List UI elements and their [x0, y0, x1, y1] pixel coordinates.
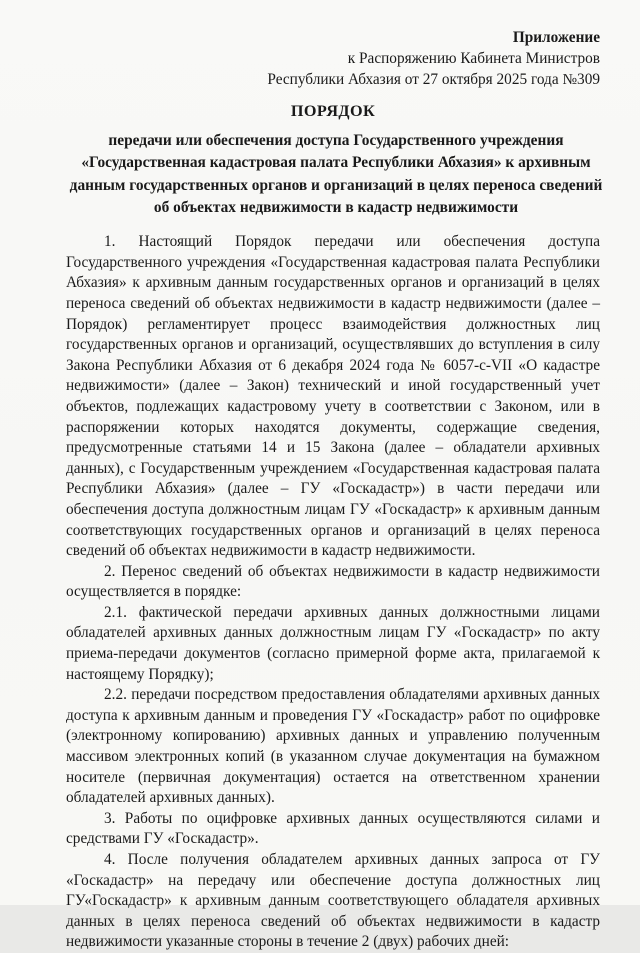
appendix-header — [66, 27, 600, 90]
paragraph-2-1: 2.1. фактической передачи архивных данных должностными лицами обладателей архивных данных должностным лицам ГУ «Госкадастр» по акту приема-передачи документов (согласно примерной форме акта, прилагаемой к настоящему Порядку); — [66, 603, 600, 683]
document-subtitle: передачи или обеспечения доступа Государственного учреждения «Государственная кадастровая палата Республики Абхазия» к архивным данным государственных органов и организаций в целях переноса сведений об объектах недвижимости в кадастр недвижимости — [69, 132, 603, 216]
document-title: ПОРЯДОК — [290, 102, 376, 120]
paragraph-2-2: 2.2. передачи посредством предоставления обладателями архивных данных доступа к архивным данным и проведения ГУ «Госкадастр» работ по оцифровке (электронному копированию) архивных данных и управлению полученным массивом электронных копий (в указанном случае документация на бумажном носителе (первичная документация) остается на ответственном хранении обладателей архивных данных). — [66, 686, 600, 807]
appendix-label: Приложение — [512, 29, 600, 46]
appendix-line-3: Республики Абхазия от 27 октября 2025 года №309 — [267, 71, 600, 88]
paragraph-4: 4. После получения обладателем архивных данных запроса от ГУ «Госкадастр» на передачу или обеспечение доступа должностных лиц ГУ«Госкадастр» к архивным данным соответствующего обладателя архивных данных в целях переноса сведений об объектах недвижимости в кадастр недвижимости указанные стороны в течение 2 (двух) рабочих дней: — [66, 851, 600, 951]
appendix-line-2: к Распоряжению Кабинета Министров — [347, 50, 600, 67]
paragraph-1: 1. Настоящий Порядок передачи или обеспечения доступа Государственного учреждения «Государственная кадастровая палата Республики Абхазия» к архивным данным государственных органов и организаций в целях переноса сведений об объектах недвижимости в кадастр недвижимости (далее – Порядок) регламентирует процесс взаимодействия должностных лиц государственных органов и организаций, осуществлявших до вступления в силу Закона Республики Абхазия от 6 декабря 2024 года № 6057-с-VII «О кадастре недвижимости» (далее – Закон) технический и иной государственный учет объектов, подлежащих кадастровому учету в соответствии с Законом, или в распоряжении которых находятся документы, содержащие сведения, предусмотренные статьями 14 и 15 Закона (далее – обладатели архивных данных), с Государственным учреждением «Государственная кадастровая палата Республики Абхазия» (далее – ГУ «Госкадастр») в части передачи или обеспечения доступа должностным лицам ГУ «Госкадастр» к архивным данным соответствующих государственных органов и организаций в целях переноса сведений об объектах недвижимости в кадастр недвижимости. — [66, 233, 600, 560]
paragraph-2: 2. Перенос сведений об объектах недвижимости в кадастр недвижимости осуществляется в порядке: — [66, 562, 600, 601]
document-body — [66, 232, 600, 953]
paragraph-3: 3. Работы по оцифровке архивных данных осуществляются силами и средствами ГУ «Госкадастр». — [66, 809, 600, 848]
